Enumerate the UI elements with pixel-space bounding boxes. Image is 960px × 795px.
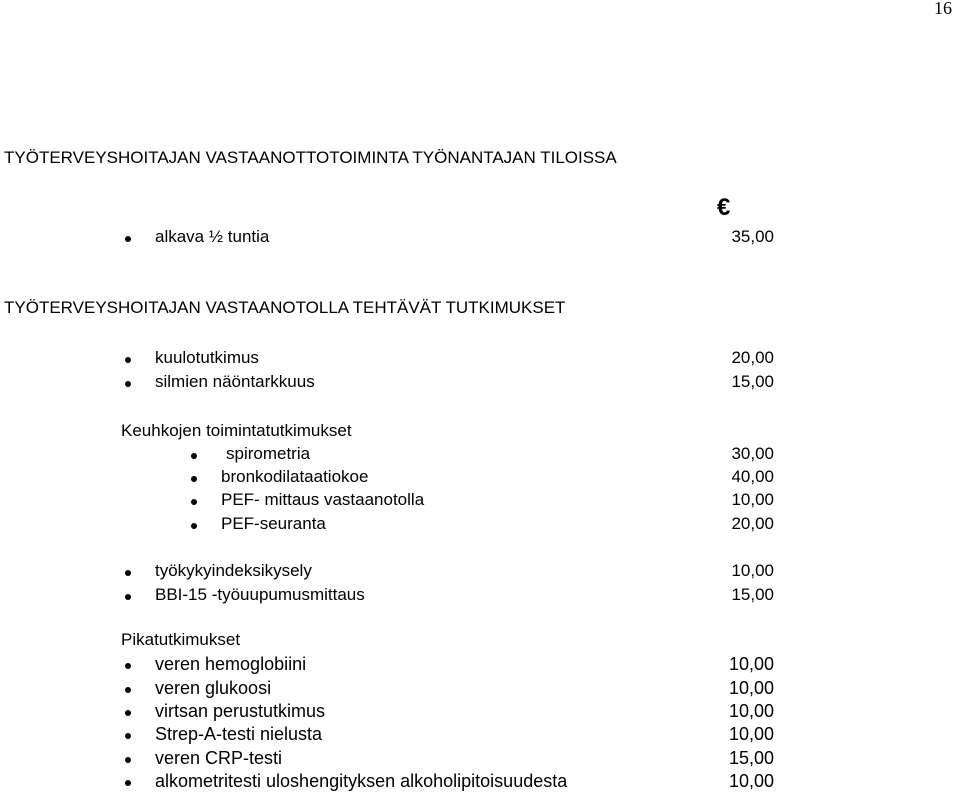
price-row	[0, 444, 960, 468]
item-price: 10,00	[728, 771, 774, 791]
bullet-icon	[191, 499, 197, 505]
item-price: 15,00	[731, 585, 774, 604]
item-price: 10,00	[728, 701, 774, 721]
price-row	[0, 372, 960, 396]
price-row	[0, 585, 960, 609]
item-label: kuulotutkimus	[155, 348, 259, 367]
section-heading-on-site-reception: TYÖTERVEYSHOITAJAN VASTAANOTTOTOIMINTA TYÖNANTAJAN TILOISSA	[4, 148, 617, 167]
bullet-icon	[125, 757, 131, 763]
price-row	[0, 701, 960, 725]
price-row	[0, 678, 960, 702]
price-row	[0, 654, 960, 678]
price-row	[0, 467, 960, 491]
bullet-icon	[191, 523, 197, 529]
price-row	[0, 490, 960, 514]
bullet-icon	[125, 733, 131, 739]
item-label: BBI-15 -työuupumusmittaus	[155, 585, 365, 604]
price-row	[0, 771, 960, 795]
item-label: Strep-A-testi nielusta	[155, 724, 323, 744]
item-price: 10,00	[728, 654, 774, 674]
price-row	[0, 724, 960, 748]
item-label: veren glukoosi	[155, 678, 272, 698]
item-label: työkykyindeksikysely	[155, 561, 312, 580]
bullet-icon	[191, 476, 197, 482]
item-price: 10,00	[728, 724, 774, 744]
currency-header: €	[717, 194, 731, 221]
item-price: 40,00	[731, 467, 774, 486]
section-heading-examinations: TYÖTERVEYSHOITAJAN VASTAANOTOLLA TEHTÄVÄT TUTKIMUKSET	[4, 298, 566, 317]
bullet-icon	[125, 357, 131, 363]
bullet-icon	[191, 453, 197, 459]
bullet-icon	[125, 780, 131, 786]
item-price: 35,00	[731, 227, 774, 246]
item-price: 20,00	[731, 348, 774, 367]
group-title-lung-tests: Keuhkojen toimintatutkimukset	[121, 421, 352, 440]
page-number: 16	[934, 0, 952, 18]
item-label: silmien näöntarkkuus	[155, 372, 315, 391]
bullet-icon	[125, 663, 131, 669]
price-row	[0, 348, 960, 372]
item-price: 20,00	[731, 514, 774, 533]
bullet-icon	[125, 687, 131, 693]
price-row	[0, 561, 960, 585]
price-row	[0, 227, 960, 251]
bullet-icon	[125, 710, 131, 716]
item-label: virtsan perustutkimus	[155, 701, 326, 721]
item-price: 10,00	[728, 678, 774, 698]
item-price: 15,00	[731, 372, 774, 391]
item-price: 15,00	[728, 748, 774, 768]
item-price: 30,00	[731, 444, 774, 463]
item-label: veren hemoglobiini	[155, 654, 307, 674]
item-price: 10,00	[731, 561, 774, 580]
price-row	[0, 514, 960, 538]
bullet-icon	[125, 381, 131, 387]
item-label: spirometria	[226, 444, 311, 463]
bullet-icon	[125, 570, 131, 576]
item-label: bronkodilataatiokoe	[221, 467, 369, 486]
price-row	[0, 748, 960, 772]
item-label: veren CRP-testi	[155, 748, 283, 768]
bullet-icon	[125, 594, 131, 600]
item-label: alkometritesti uloshengityksen alkoholipitoisuudesta	[155, 771, 568, 791]
item-label: PEF-seuranta	[221, 514, 326, 533]
item-price: 10,00	[731, 490, 774, 509]
item-label: alkava ½ tuntia	[155, 227, 270, 246]
bullet-icon	[125, 236, 131, 242]
group-title-quick-tests: Pikatutkimukset	[121, 630, 241, 649]
item-label: PEF- mittaus vastaanotolla	[221, 490, 425, 509]
